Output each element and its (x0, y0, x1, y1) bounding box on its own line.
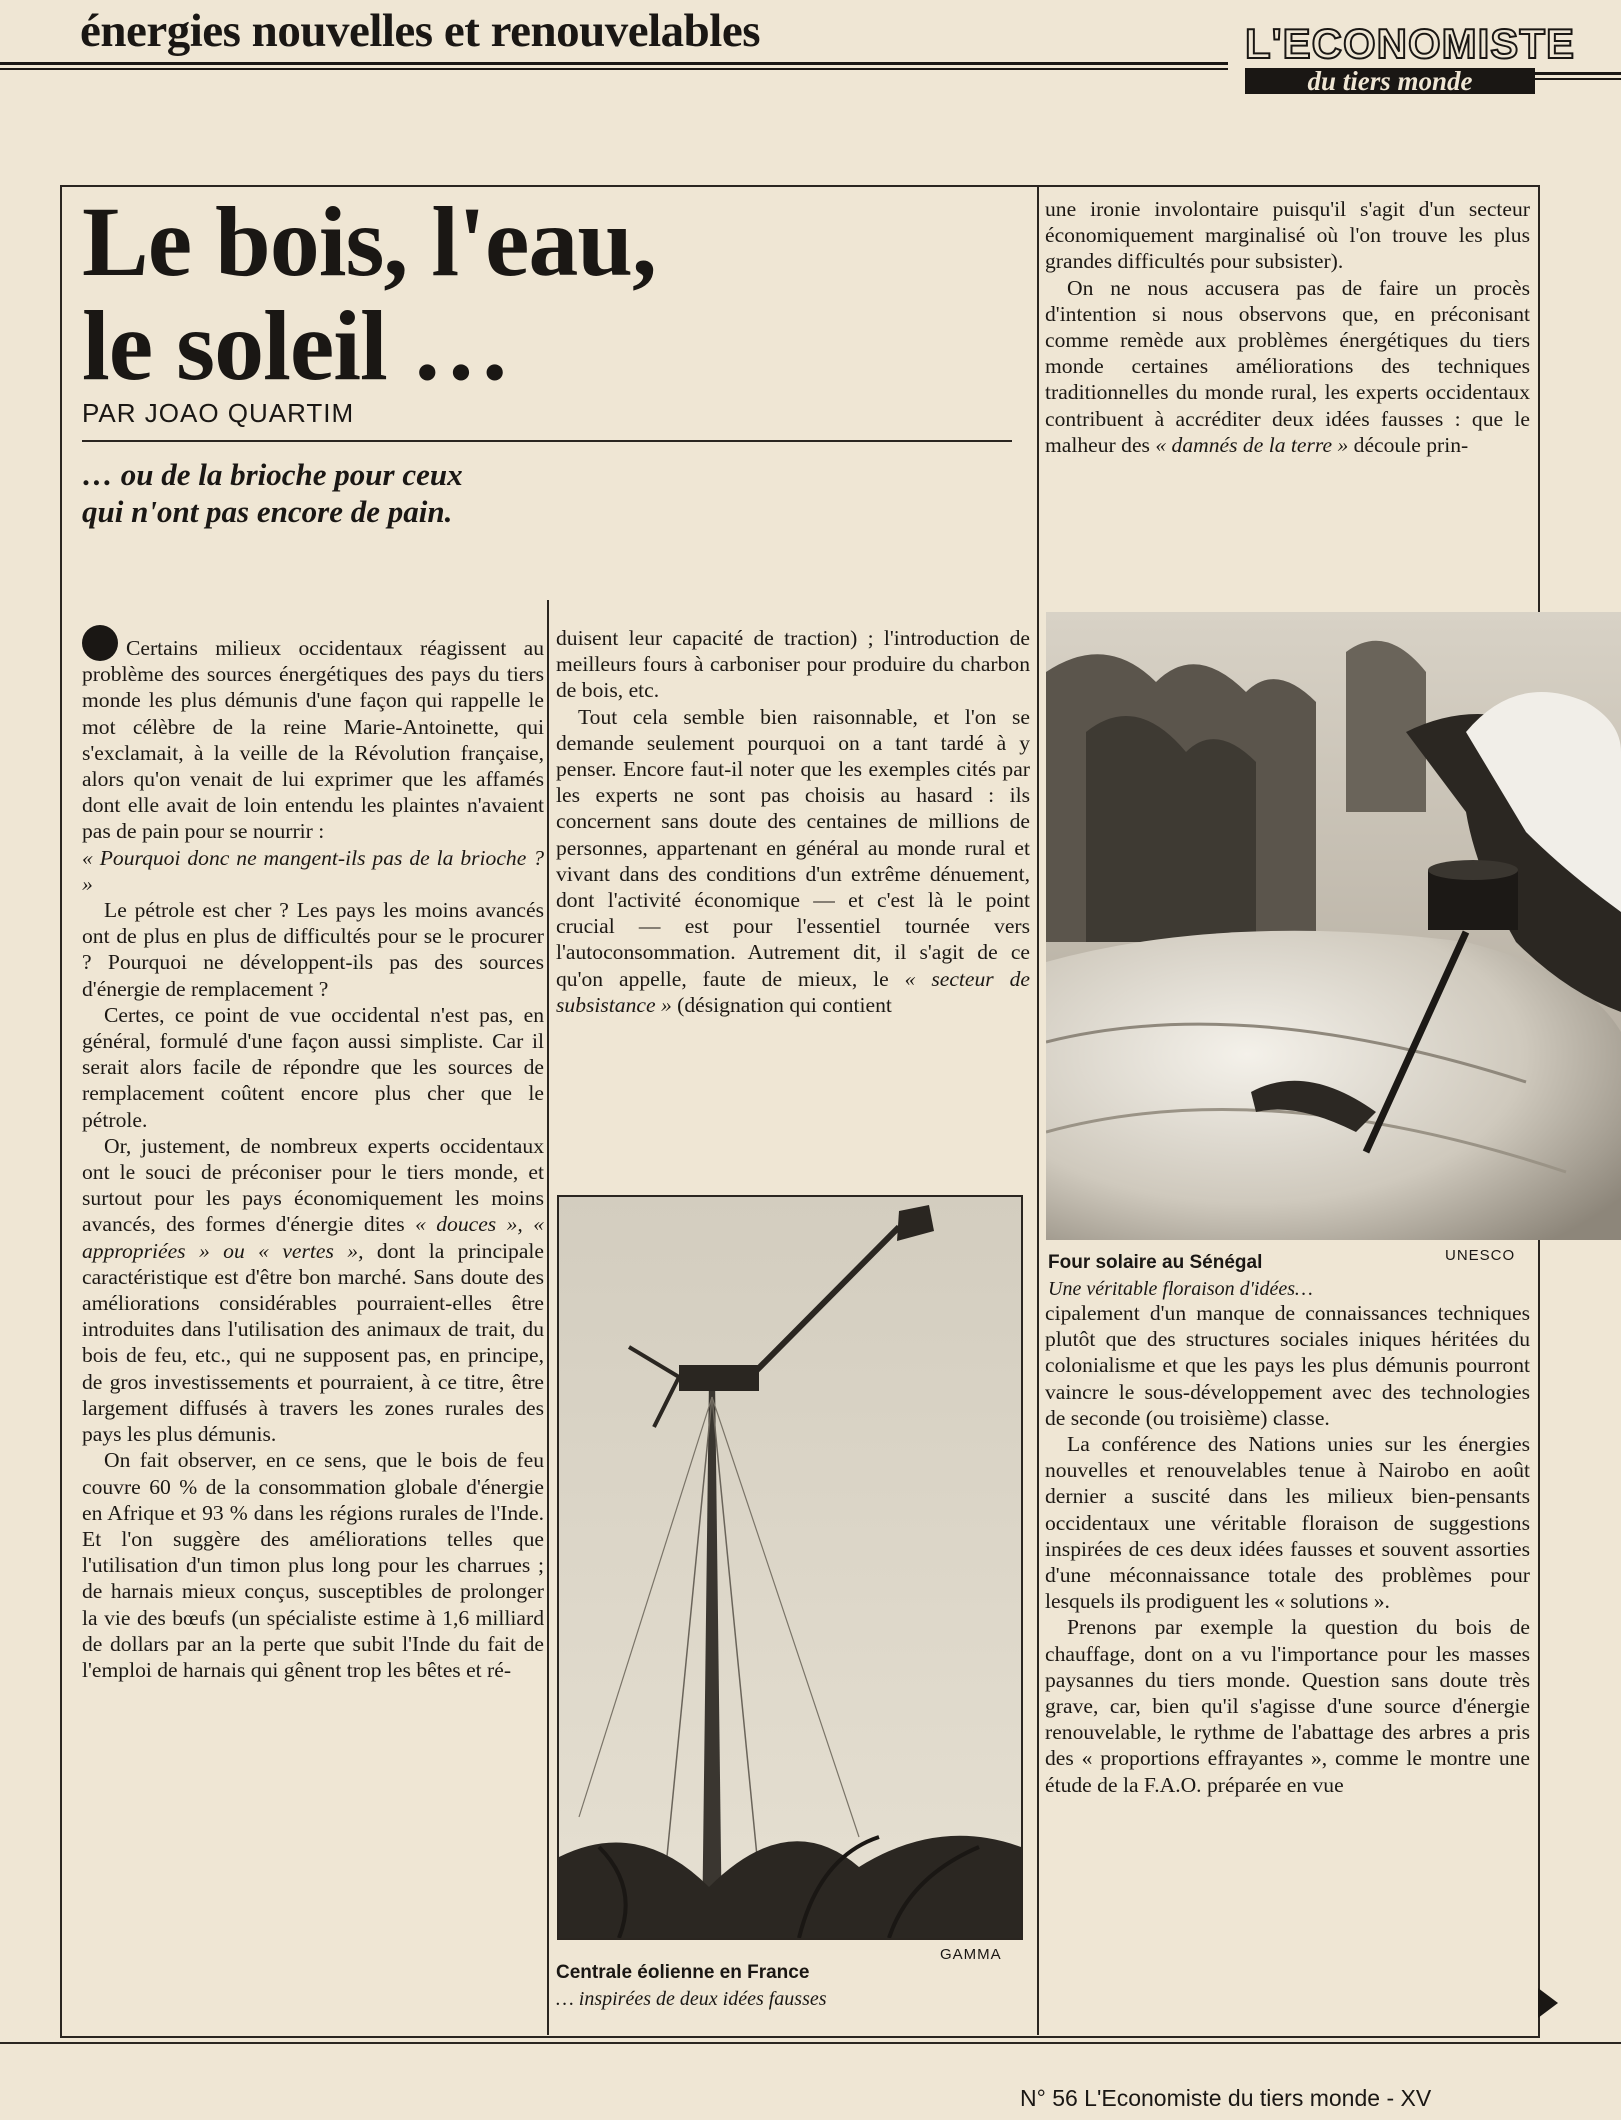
quote-text: « damnés de la terre » (1155, 432, 1349, 457)
article-byline: PAR JOAO QUARTIM (82, 398, 355, 428)
paragraph-text: découle prin- (1353, 432, 1469, 457)
wind-photo-caption-subtitle: … inspirées de deux idées fausses (556, 1988, 827, 2010)
section-title: énergies nouvelles et renouvelables (80, 5, 761, 57)
wind-turbine-photo (557, 1195, 1023, 1940)
paragraph-text: Or, justement, de nombreux experts occidentaux ont le souci de préconiser pour le tiers monde, et surtout pour les pays économiquement les moins avancés, des formes d'énergie dites (82, 1133, 544, 1237)
solar-photo-caption-title: Four solaire au Sénégal (1048, 1252, 1263, 1273)
article-column-1 (82, 625, 544, 1683)
paragraph: Le pétrole est cher ? Les pays les moins avancés ont de plus en plus de difficultés pour se le procurer ? Pourquoi ne développent-ils pas des sources d'énergie de remplacement ? (82, 898, 544, 1001)
paragraph-text: dont la principale caractéristique est d'être bon marché. Sans doute des améliorations considérables pourraient-elles être introduites dans l'utilisation des animaux de trait, du bois de feu, etc., qui ne supposent pas, en principe, de gros investissements et pourraient, à ce titre, être largement diffusés à travers les zones rurales des pays les plus démunis. (82, 1238, 545, 1447)
paragraph: duisent leur capacité de traction) ; l'introduction de meilleurs fours à carboniser pour produire du charbon de bois, etc. (556, 626, 1030, 703)
continued-arrow-icon (1538, 1988, 1558, 2018)
paragraph (1045, 275, 1530, 458)
paragraph-text: (désignation qui contient (677, 992, 892, 1017)
solar-photo-credit: UNESCO (1445, 1247, 1516, 1264)
page-footer: N° 56 L'Economiste du tiers monde - XV (1020, 2085, 1432, 2111)
paragraph: La conférence des Nations unies sur les énergies nouvelles et renouvelables tenue à Nairobo en août dernier a suscité dans les milieux bien-pensants occidentaux une véritable floraison de suggestions inspirées de ces deux idées fausses et souvent assorties d'une méconnaissance totale des problèmes pour lesquels ils prodiguent les « solutions ». (1045, 1432, 1530, 1614)
paragraph (556, 704, 1030, 1018)
article-deck: … ou de la brioche pour ceux qui n'ont pas encore de pain. (82, 457, 463, 529)
solar-photo-caption-subtitle: Une véritable floraison d'idées… (1048, 1278, 1313, 1300)
article-column-3-bottom (1045, 1300, 1530, 1798)
bottom-rule (0, 2042, 1621, 2044)
article-column-3-top (1045, 196, 1530, 458)
logo-subtitle: du tiers monde (1245, 68, 1535, 94)
header-rule (0, 62, 1228, 70)
wind-photo-caption-title: Centrale éolienne en France (556, 1962, 810, 1983)
paragraph: une ironie involontaire puisqu'il s'agit d'un secteur économiquement marginalisé où l'on trouve les plus grandes difficultés pour subsister). (1045, 197, 1530, 274)
quote-text: « Pourquoi donc ne mangent-ils pas de la brioche ? » (82, 845, 544, 896)
paragraph: On fait observer, en ce sens, que le bois de feu couvre 60 % de la consommation globale d'énergie en Afrique et 93 % dans les régions rurales de l'Inde. Et l'on suggère des améliorations telles que l'utilisation d'un timon plus long pour les charrues ; de harnais mieux conçus, susceptibles de prolonger la vie des bœufs (un spécialiste estime à 1,6 milliard de dollars par an la perte que subit l'Inde du fait de l'emploi de harnais qui gênent trop les bêtes et ré- (82, 1448, 544, 1682)
byline-rule (82, 440, 1012, 442)
paragraph-text: On ne nous accusera pas de faire un procès d'intention si nous observons que, en préconisant comme remède aux problèmes énergétiques du tiers monde certaines améliorations des techniques traditionnelles du monde rural, les experts occidentaux contribuent à accréditer deux idées fausses : que le malheur des (1045, 275, 1530, 457)
paragraph-text: Certains milieux occidentaux réagissent au problème des sources énergétiques des pays du tiers monde les plus démunis d'une façon qui rappelle le mot célèbre de la reine Marie-Antoinette, qui s'exclamait, à la veille de la Révolution française, alors qu'on venait de lui exprimer que les affamés dont elle avait de loin entendu les plaintes n'avaient pas de pain pour se nourrir : (82, 636, 544, 844)
logo-title: L'ECONOMISTE (1245, 20, 1575, 67)
paragraph: Prenons par exemple la question du bois de chauffage, dont on a vu l'importance pour les masses paysannes du tiers monde. Question sans doute très grave, car, bien qu'il s'agisse d'une source d'énergie renouvelable, le rythme de l'abattage des arbres a pris des « proportions effrayantes », comme le montre une étude de la F.A.O. préparée en vue (1045, 1615, 1530, 1797)
header-rule-right (1535, 72, 1621, 80)
article-column-2 (556, 625, 1030, 1018)
column-divider (547, 600, 549, 2035)
paragraph: cipalement d'un manque de connaissances techniques plutôt que des structures sociales iniques héritées du colonialisme et que les pays les plus démunis pourront vaincre le sous-développement avec des technologies de seconde (ou troisième) classe. (1045, 1301, 1530, 1430)
paragraph-text: Tout cela semble bien raisonnable, et l'on se demande seulement pourquoi on a tant tardé à y penser. Encore faut-il noter que les exemples cités par les experts ne sont pas choisis au hasard : ils concernent sans doute des centaines de millions de personnes, appartenant en général au monde rural et vivant dans des conditions d'un extrême dénuement, dont l'activité économique — et c'est là le point crucial — est pour l'essentiel tournée vers l'autoconsommation. Autrement dit, il s'agit de ce qu'on appelle, faute de mieux, le (556, 704, 1030, 991)
bullet-icon (82, 625, 118, 661)
quote-text: « secteur de subsistance » (556, 966, 1030, 1017)
article-headline: Le bois, l'eau, le soleil … (82, 186, 656, 401)
quote-text: « douces », « appropriées » ou « vertes », (82, 1212, 544, 1263)
paragraph: Certes, ce point de vue occidental n'est pas, en général, formulé d'une façon aussi simpliste. Car il serait alors facile de répondre que les sources de remplacement coûtent encore plus cher que le pétrole. (82, 1002, 544, 1132)
solar-oven-photo (1046, 612, 1621, 1240)
paragraph (82, 1133, 544, 1447)
publication-logo (1245, 20, 1575, 96)
paragraph (82, 625, 544, 897)
column-divider (1037, 185, 1039, 2035)
wind-photo-credit: GAMMA (940, 1946, 1002, 1963)
